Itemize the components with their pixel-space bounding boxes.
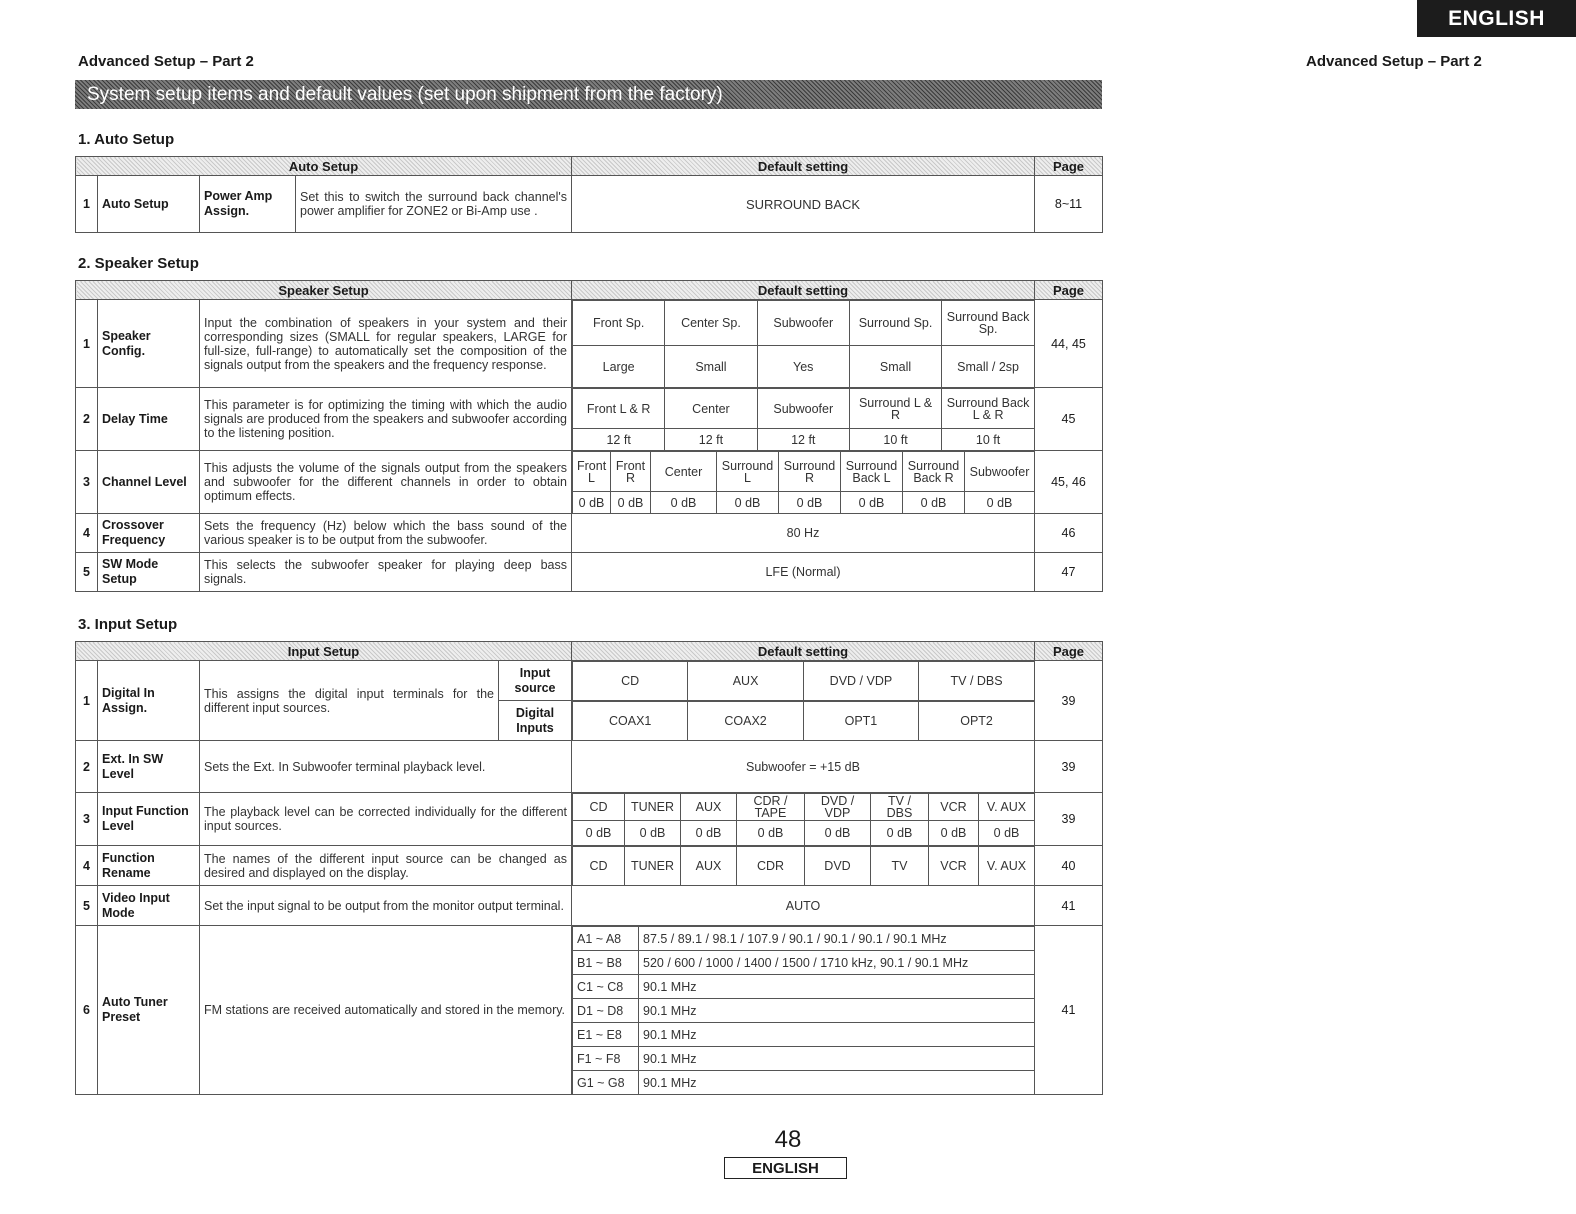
table-row bbox=[76, 926, 1103, 1095]
table-row bbox=[76, 886, 1103, 926]
grid-value: OPT2 bbox=[919, 702, 1034, 741]
page-ref: 45 bbox=[1035, 388, 1103, 451]
item-description: This assigns the digital input terminals for the different input sources. bbox=[200, 661, 499, 741]
grid-label: Center bbox=[651, 452, 717, 492]
table-header-item: Speaker Setup bbox=[76, 281, 572, 300]
item-name: Crossover Frequency bbox=[98, 514, 200, 553]
page-number: 48 bbox=[774, 1126, 802, 1153]
grid-label: Subwoofer bbox=[757, 389, 849, 429]
page-ref: 44, 45 bbox=[1035, 300, 1103, 388]
grid-value: 0 dB bbox=[651, 492, 717, 514]
item-name: Delay Time bbox=[98, 388, 200, 451]
grid-label: Surround R bbox=[779, 452, 841, 492]
table-header-page: Page bbox=[1035, 157, 1103, 176]
item-name: Auto Setup bbox=[98, 176, 200, 233]
row-number: 5 bbox=[76, 886, 98, 926]
grid-label: V. AUX bbox=[979, 794, 1035, 821]
item-name: Input Function Level bbox=[98, 793, 200, 846]
item-description: This selects the subwoofer speaker for playing deep bass signals. bbox=[200, 553, 572, 592]
table-row bbox=[76, 741, 1103, 793]
grid-value: 12 ft bbox=[573, 429, 665, 451]
grid-label: VCR bbox=[929, 794, 979, 821]
row-number: 3 bbox=[76, 451, 98, 514]
table-header-default: Default setting bbox=[572, 157, 1035, 176]
grid-label: Subwoofer bbox=[757, 301, 849, 346]
grid-label: CD bbox=[573, 662, 688, 701]
section-banner: System setup items and default values (set upon shipment from the factory) bbox=[75, 80, 1102, 109]
default-grid bbox=[572, 388, 1035, 451]
preset-value: 90.1 MHz bbox=[639, 999, 1035, 1023]
row-number: 4 bbox=[76, 846, 98, 886]
grid-value: 0 dB bbox=[903, 492, 965, 514]
grid-value: 0 dB bbox=[681, 821, 737, 846]
preset-range: A1 ~ A8 bbox=[573, 927, 639, 951]
grid-value: Small bbox=[665, 346, 757, 388]
default-value: SURROUND BACK bbox=[572, 176, 1035, 233]
page-ref: 46 bbox=[1035, 514, 1103, 553]
grid-value: 12 ft bbox=[665, 429, 757, 451]
item-description: Sets the Ext. In Subwoofer terminal playback level. bbox=[200, 741, 572, 793]
item-name: Speaker Config. bbox=[98, 300, 200, 388]
table-header-item: Input Setup bbox=[76, 642, 572, 661]
page-ref: 8~11 bbox=[1035, 176, 1103, 233]
grid-label: Surround Back L & R bbox=[942, 389, 1034, 429]
table-header-page: Page bbox=[1035, 281, 1103, 300]
grid-label: TV / DBS bbox=[871, 794, 929, 821]
grid-value: 0 dB bbox=[625, 821, 681, 846]
section-title-input-setup: 3. Input Setup bbox=[78, 616, 178, 633]
preset-range: F1 ~ F8 bbox=[573, 1047, 639, 1071]
language-tab: ENGLISH bbox=[1417, 0, 1576, 37]
default-grid bbox=[572, 846, 1035, 886]
page-ref: 39 bbox=[1035, 661, 1103, 741]
item-description: The playback level can be corrected individually for the different input sources. bbox=[200, 793, 572, 846]
row-number: 1 bbox=[76, 300, 98, 388]
grid-value: 0 dB bbox=[841, 492, 903, 514]
section-title-speaker-setup: 2. Speaker Setup bbox=[78, 255, 199, 272]
item-name: SW Mode Setup bbox=[98, 553, 200, 592]
page-ref: 41 bbox=[1035, 926, 1103, 1095]
item-name: Channel Level bbox=[98, 451, 200, 514]
row-number: 1 bbox=[76, 661, 98, 741]
table-header-item: Auto Setup bbox=[76, 157, 572, 176]
grid-label: VCR bbox=[929, 847, 979, 886]
item-description: This adjusts the volume of the signals output from the speakers and subwoofer for the different channels in order to obtain optimum effects. bbox=[200, 451, 572, 514]
grid-value: 10 ft bbox=[942, 429, 1034, 451]
grid-value: Small bbox=[849, 346, 941, 388]
grid-label: TUNER bbox=[625, 794, 681, 821]
grid-label: Front Sp. bbox=[573, 301, 665, 346]
preset-range: G1 ~ G8 bbox=[573, 1071, 639, 1095]
grid-label: CD bbox=[573, 794, 625, 821]
grid-label: Subwoofer bbox=[965, 452, 1035, 492]
preset-range: E1 ~ E8 bbox=[573, 1023, 639, 1047]
table-header-default: Default setting bbox=[572, 642, 1035, 661]
preset-range: C1 ~ C8 bbox=[573, 975, 639, 999]
default-value: AUTO bbox=[572, 886, 1035, 926]
grid-value: 0 dB bbox=[737, 821, 805, 846]
page-ref: 41 bbox=[1035, 886, 1103, 926]
grid-label: Center bbox=[665, 389, 757, 429]
grid-label: Front L & R bbox=[573, 389, 665, 429]
table-row bbox=[76, 793, 1103, 846]
page-ref: 47 bbox=[1035, 553, 1103, 592]
grid-value: COAX1 bbox=[573, 702, 688, 741]
grid-value: OPT1 bbox=[803, 702, 918, 741]
grid-value: 0 dB bbox=[965, 492, 1035, 514]
table-row bbox=[76, 451, 1103, 514]
grid-label: TV / DBS bbox=[919, 662, 1034, 701]
grid-label: CDR / TAPE bbox=[737, 794, 805, 821]
preset-range: D1 ~ D8 bbox=[573, 999, 639, 1023]
row-number: 5 bbox=[76, 553, 98, 592]
grid-value: 0 dB bbox=[929, 821, 979, 846]
grid-label: Surround Sp. bbox=[849, 301, 941, 346]
default-grid bbox=[572, 701, 1035, 741]
item-description: Input the combination of speakers in your system and their corresponding sizes (SMALL for regular speakers, LARGE for full-size, full-range) to automatically set the composition of the signals output from the speakers and the frequency response. bbox=[200, 300, 572, 388]
item-description: This parameter is for optimizing the timing with which the audio signals are produced from the speakers and subwoofer according to the listening position. bbox=[200, 388, 572, 451]
grid-value: 0 dB bbox=[805, 821, 871, 846]
sub-label-digital-inputs: Digital Inputs bbox=[499, 701, 572, 741]
grid-label: AUX bbox=[681, 794, 737, 821]
grid-label: Surround L & R bbox=[849, 389, 941, 429]
grid-label: CD bbox=[573, 847, 625, 886]
grid-value: 0 dB bbox=[717, 492, 779, 514]
grid-value: 10 ft bbox=[849, 429, 941, 451]
table-row bbox=[76, 514, 1103, 553]
grid-label: Center Sp. bbox=[665, 301, 757, 346]
grid-value: 0 dB bbox=[779, 492, 841, 514]
item-description: Set the input signal to be output from the monitor output terminal. bbox=[200, 886, 572, 926]
grid-label: Surround Back L bbox=[841, 452, 903, 492]
item-description: Set this to switch the surround back channel's power amplifier for ZONE2 or Bi-Amp use . bbox=[296, 176, 572, 233]
grid-label: DVD / VDP bbox=[803, 662, 918, 701]
grid-value: Yes bbox=[757, 346, 849, 388]
item-description: FM stations are received automatically and stored in the memory. bbox=[200, 926, 572, 1095]
page-ref: 39 bbox=[1035, 741, 1103, 793]
grid-label: TUNER bbox=[625, 847, 681, 886]
row-number: 1 bbox=[76, 176, 98, 233]
grid-value: 0 dB bbox=[979, 821, 1035, 846]
default-grid bbox=[572, 793, 1035, 846]
footer-language-label: ENGLISH bbox=[724, 1157, 847, 1179]
grid-value: 0 dB bbox=[573, 821, 625, 846]
grid-value: Large bbox=[573, 346, 665, 388]
grid-label: AUX bbox=[681, 847, 737, 886]
item-name: Auto Tuner Preset bbox=[98, 926, 200, 1095]
preset-value: 90.1 MHz bbox=[639, 1047, 1035, 1071]
row-number: 6 bbox=[76, 926, 98, 1095]
speaker-setup-table bbox=[75, 280, 1103, 592]
row-number: 2 bbox=[76, 741, 98, 793]
item-name: Function Rename bbox=[98, 846, 200, 886]
preset-value: 520 / 600 / 1000 / 1400 / 1500 / 1710 kHz, 90.1 / 90.1 MHz bbox=[639, 951, 1035, 975]
item-name: Digital In Assign. bbox=[98, 661, 200, 741]
page-ref: 45, 46 bbox=[1035, 451, 1103, 514]
preset-value: 90.1 MHz bbox=[639, 1071, 1035, 1095]
table-row bbox=[76, 553, 1103, 592]
grid-label: TV bbox=[871, 847, 929, 886]
preset-range: B1 ~ B8 bbox=[573, 951, 639, 975]
preset-value: 90.1 MHz bbox=[639, 975, 1035, 999]
item-description: The names of the different input source can be changed as desired and displayed on the display. bbox=[200, 846, 572, 886]
grid-value: COAX2 bbox=[688, 702, 803, 741]
grid-value: Small / 2sp bbox=[942, 346, 1034, 388]
table-row bbox=[76, 300, 1103, 388]
item-name: Ext. In SW Level bbox=[98, 741, 200, 793]
default-value: Subwoofer = +15 dB bbox=[572, 741, 1035, 793]
grid-label: CDR bbox=[737, 847, 805, 886]
table-row bbox=[76, 661, 1103, 701]
table-header-page: Page bbox=[1035, 642, 1103, 661]
page-ref: 39 bbox=[1035, 793, 1103, 846]
grid-label: V. AUX bbox=[979, 847, 1035, 886]
grid-label: Surround Back Sp. bbox=[942, 301, 1034, 346]
auto-setup-table bbox=[75, 156, 1103, 233]
header-left: Advanced Setup – Part 2 bbox=[78, 53, 254, 70]
table-row bbox=[76, 846, 1103, 886]
default-grid bbox=[572, 661, 1035, 701]
page-ref: 40 bbox=[1035, 846, 1103, 886]
default-value: 80 Hz bbox=[572, 514, 1035, 553]
default-grid bbox=[572, 300, 1035, 388]
row-number: 2 bbox=[76, 388, 98, 451]
preset-value: 87.5 / 89.1 / 98.1 / 107.9 / 90.1 / 90.1 / 90.1 / 90.1 MHz bbox=[639, 927, 1035, 951]
item-name: Video Input Mode bbox=[98, 886, 200, 926]
grid-label: DVD bbox=[805, 847, 871, 886]
default-grid bbox=[572, 926, 1035, 1095]
header-right: Advanced Setup – Part 2 bbox=[1306, 53, 1482, 70]
grid-value: 0 dB bbox=[611, 492, 651, 514]
sub-label-input-source: Input source bbox=[499, 661, 572, 701]
section-title-auto-setup: 1. Auto Setup bbox=[78, 131, 175, 148]
table-row bbox=[76, 176, 1103, 233]
default-value: LFE (Normal) bbox=[572, 553, 1035, 592]
grid-label: Surround L bbox=[717, 452, 779, 492]
row-number: 4 bbox=[76, 514, 98, 553]
grid-value: 0 dB bbox=[871, 821, 929, 846]
grid-value: 0 dB bbox=[573, 492, 611, 514]
grid-label: DVD / VDP bbox=[805, 794, 871, 821]
default-grid bbox=[572, 451, 1035, 514]
table-row bbox=[76, 388, 1103, 451]
grid-label: Front R bbox=[611, 452, 651, 492]
sub-item-name: Power Amp Assign. bbox=[200, 176, 296, 233]
grid-value: 12 ft bbox=[757, 429, 849, 451]
row-number: 3 bbox=[76, 793, 98, 846]
preset-value: 90.1 MHz bbox=[639, 1023, 1035, 1047]
grid-label: AUX bbox=[688, 662, 803, 701]
grid-label: Surround Back R bbox=[903, 452, 965, 492]
grid-label: Front L bbox=[573, 452, 611, 492]
item-description: Sets the frequency (Hz) below which the bass sound of the various speaker is to be output from the subwoofer. bbox=[200, 514, 572, 553]
input-setup-table bbox=[75, 641, 1103, 1095]
table-header-default: Default setting bbox=[572, 281, 1035, 300]
